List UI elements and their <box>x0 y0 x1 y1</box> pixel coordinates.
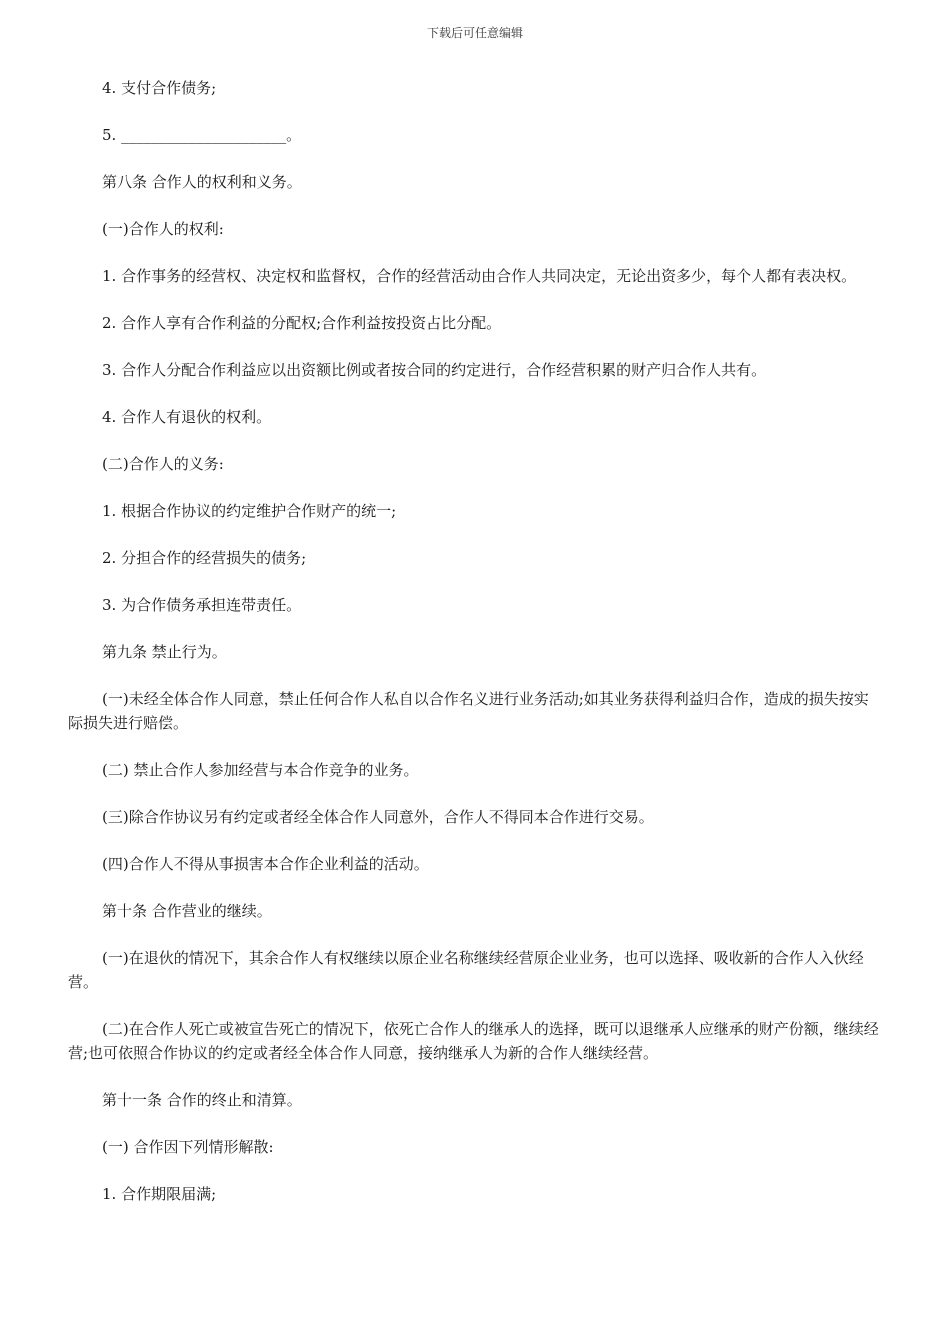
article-10-heading: 第十条 合作营业的继续。 <box>102 902 272 920</box>
prohibition-item-1: (一)未经全体合作人同意，禁止任何合作人私自以合作名义进行业务活动;如其业务获得利益归合作，造成的损失按实际损失进行赔偿。 <box>68 690 869 732</box>
obligations-item-2: 2. 分担合作的经营损失的债务; <box>102 549 307 567</box>
paragraph-4-pay-debts: 4. 支付合作债务; <box>102 79 217 97</box>
rights-item-2: 2. 合作人享有合作利益的分配权;合作利益按投资占比分配。 <box>102 314 502 332</box>
continuation-item-1: (一)在退伙的情况下，其余合作人有权继续以原企业名称继续经营原企业业务，也可以选择、吸收新的合作人入伙经营。 <box>68 949 864 991</box>
page-header: 下载后可任意编辑 <box>426 26 523 40</box>
dissolution-item-1: 1. 合作期限届满; <box>102 1185 217 1203</box>
document-body <box>68 76 883 1229</box>
prohibition-item-4: (四)合作人不得从事损害本合作企业利益的活动。 <box>102 855 429 873</box>
prohibition-item-3: (三)除合作协议另有约定或者经全体合作人同意外，合作人不得同本合作进行交易。 <box>102 808 654 826</box>
article-9-heading: 第九条 禁止行为。 <box>102 643 227 661</box>
article-11-heading: 第十一条 合作的终止和清算。 <box>102 1091 302 1109</box>
obligations-item-3: 3. 为合作债务承担连带责任。 <box>102 596 302 614</box>
rights-item-4: 4. 合作人有退伙的权利。 <box>102 408 272 426</box>
dissolution-heading: (一) 合作因下列情形解散: <box>102 1138 274 1156</box>
article-8-heading: 第八条 合作人的权利和义务。 <box>102 173 302 191</box>
section-obligations-heading: (二)合作人的义务: <box>102 455 224 473</box>
rights-item-1: 1. 合作事务的经营权、决定权和监督权，合作的经营活动由合作人共同决定，无论出资多少，每个人都有表决权。 <box>102 267 857 285</box>
prohibition-item-2: (二) 禁止合作人参加经营与本合作竞争的业务。 <box>102 761 419 779</box>
paragraph-5-blank: 5. ______________________。 <box>102 126 302 144</box>
obligations-item-1: 1. 根据合作协议的约定维护合作财产的统一; <box>102 502 397 520</box>
rights-item-3: 3. 合作人分配合作利益应以出资额比例或者按合同的约定进行，合作经营积累的财产归合作人共有。 <box>102 361 767 379</box>
section-rights-heading: (一)合作人的权利: <box>102 220 224 238</box>
continuation-item-2: (二)在合作人死亡或被宣告死亡的情况下，依死亡合作人的继承人的选择，既可以退继承人应继承的财产份额，继续经营;也可依照合作协议的约定或者经全体合作人同意，接纳继承人为新的合作人继续经营。 <box>68 1020 879 1062</box>
